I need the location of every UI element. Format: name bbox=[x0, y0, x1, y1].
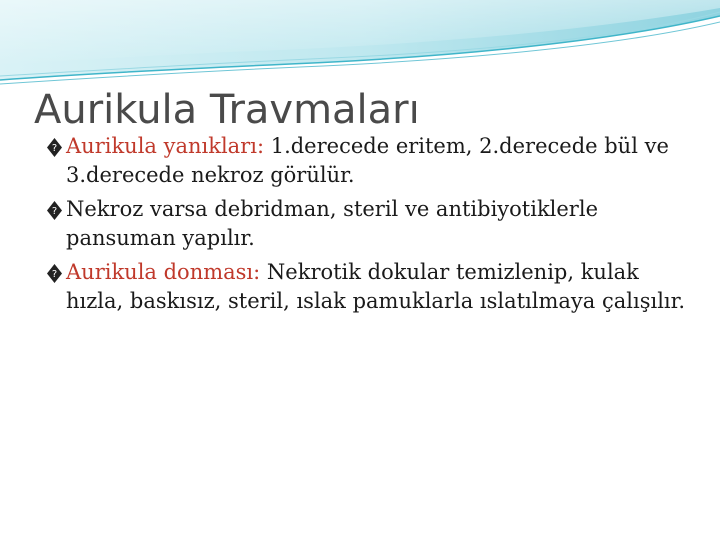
replacement-glyph-box-icon bbox=[46, 200, 63, 221]
bullet-item bbox=[46, 132, 686, 190]
replacement-glyph-box-icon bbox=[46, 137, 63, 158]
slide-title: Aurikula Travmaları bbox=[34, 87, 420, 133]
bullet-text: 1.derecede eritem, 2.derecede bül ve 3.derecede nekroz görülür. bbox=[66, 134, 669, 187]
bullet-list bbox=[46, 132, 686, 321]
replacement-glyph-box-icon bbox=[46, 263, 63, 284]
bullet-text: Nekrotik dokular temizlenip, kulak hızla, baskısız, steril, ıslak pamuklarla ıslatılmaya çalışılır. bbox=[66, 260, 686, 313]
bullet-item bbox=[46, 258, 686, 316]
svg-text:?: ? bbox=[51, 143, 58, 154]
svg-text:?: ? bbox=[51, 269, 58, 280]
bullet-text: Nekroz varsa debridman, steril ve antibiyotiklerle pansuman yapılır. bbox=[66, 197, 598, 250]
bullet-highlight: Aurikula yanıkları: bbox=[66, 134, 265, 158]
svg-text:?: ? bbox=[51, 206, 58, 217]
wave-header-decoration bbox=[0, 0, 720, 90]
bullet-highlight: Aurikula donması: bbox=[66, 260, 261, 284]
bullet-item bbox=[46, 195, 686, 253]
